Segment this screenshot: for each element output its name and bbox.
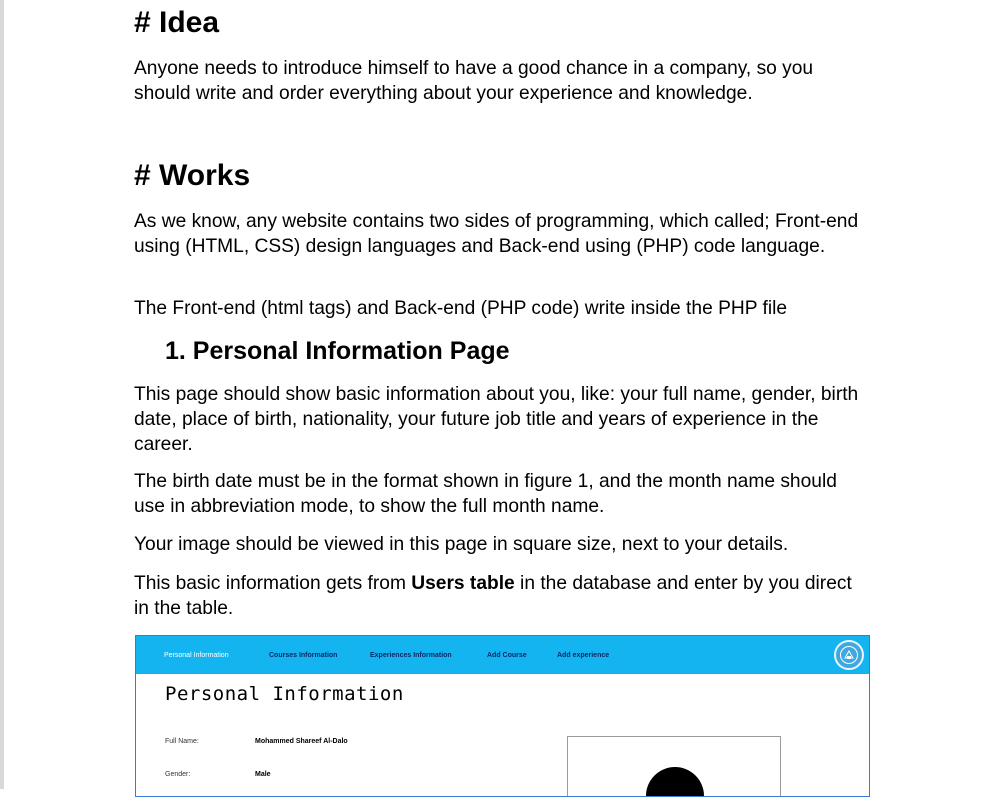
works-heading: # Works	[134, 159, 251, 192]
idea-heading: # Idea	[134, 6, 220, 39]
gender-label: Gender:	[165, 771, 191, 778]
university-seal-icon	[834, 640, 864, 670]
profile-photo	[567, 736, 781, 797]
paragraph-4-text-a: This basic information gets from	[134, 573, 412, 594]
works-paragraph-1: As we know, any website contains two sides of programming, which called; Front-end using (HTML, CSS) design languages and Back-end using (PHP) code language.	[134, 211, 859, 257]
figure-page-title: Personal Information	[165, 683, 404, 705]
personal-page-paragraph-2: The birth date must be in the format shown in figure 1, and the month name should use in abbreviation mode, to show the full month name.	[134, 471, 837, 517]
figure-nav-bar	[136, 636, 869, 674]
full-name-label: Full Name:	[165, 738, 199, 745]
personal-page-heading: 1. Personal Information Page	[165, 337, 510, 365]
gender-value: Male	[255, 771, 271, 778]
page-left-edge	[0, 0, 4, 789]
figure-1-screenshot	[135, 635, 870, 797]
personal-page-paragraph-1: This page should show basic information about you, like: your full name, gender, birth date, place of birth, nationality, your future job title and years of experience in the career.	[134, 384, 859, 455]
personal-page-paragraph-4	[134, 571, 864, 621]
figure-nav-add-course[interactable]: Add Course	[487, 652, 527, 659]
figure-nav-experiences-information[interactable]: Experiences Information	[370, 652, 452, 659]
works-paragraph-2: The Front-end (html tags) and Back-end (PHP code) write inside the PHP file	[134, 298, 788, 319]
personal-page-paragraph-3: Your image should be viewed in this page in square size, next to your details.	[134, 534, 789, 555]
idea-paragraph: Anyone needs to introduce himself to have a good chance in a company, so you should write and order everything about your experience and knowledge.	[134, 58, 814, 104]
figure-nav-personal-information[interactable]: Personal Information	[164, 652, 229, 659]
figure-nav-add-experience[interactable]: Add experience	[557, 652, 610, 659]
users-table-emphasis: Users table	[411, 573, 515, 594]
figure-nav-courses-information[interactable]: Courses Information	[269, 652, 338, 659]
profile-silhouette	[646, 767, 704, 797]
full-name-value: Mohammed Shareef Al-Dalo	[255, 738, 348, 745]
paragraph-4-text-b: in the database and enter by you direct in the table.	[134, 573, 852, 619]
